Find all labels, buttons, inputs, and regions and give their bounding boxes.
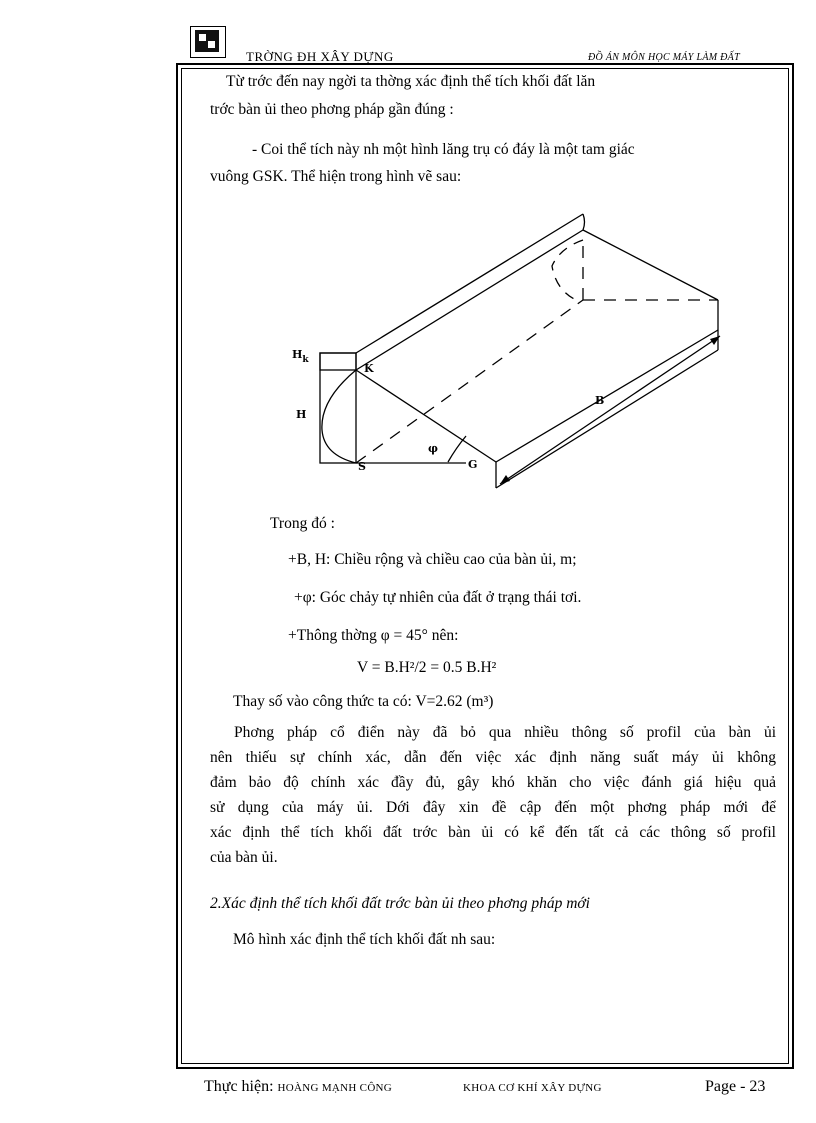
label-phi: φ: [428, 442, 438, 455]
footer-author-prefix: Thực hiện:: [204, 1078, 278, 1095]
label-s: S: [358, 460, 366, 473]
paragraph-1-line-1: Từ trớc đến nay ngời ta thờng xác định thể tích khối đất lăn: [226, 73, 596, 90]
bottom-right-edge: [496, 330, 718, 462]
footer-author-name: HOÀNG MẠNH CÔNG: [277, 1082, 393, 1094]
blade-soil-prism-diagram: [280, 200, 740, 500]
label-k: K: [364, 362, 374, 375]
item-3-rest: = 45° nên:: [389, 627, 459, 644]
angle-arc-phi: [448, 436, 466, 462]
label-b: B: [595, 394, 605, 407]
paragraph-3-line-6: của bàn ủi.: [210, 849, 278, 866]
paragraph-3-line-4: sử dụng của máy ủi. Dới đây xin đề cập đến một phơng pháp mới để: [210, 799, 776, 816]
blade-top-rect: [320, 353, 356, 370]
item-1: +B, H: Chiều rộng và chiều cao của bàn ủi, m;: [288, 551, 577, 568]
top-edge: [356, 214, 583, 353]
substitution-result: Thay số vào công thức ta có: V=2.62 (m³): [233, 693, 494, 710]
bottom-front-edge: [496, 350, 718, 488]
back-top-edge: [583, 230, 718, 300]
paragraph-3-line-3: đảm bảo độ chính xác đầy đủ, gây khó khăn cho việc đánh giá hiệu quả: [210, 774, 776, 791]
paragraph-3: [210, 720, 776, 870]
dimension-b-line: [500, 336, 720, 484]
item-2: +φ: Góc chảy tự nhiên của đất ở trạng thái tơi.: [294, 589, 582, 606]
formula-volume: V = B.H²/2 = 0.5 B.H²: [357, 659, 497, 676]
top-corner: [583, 214, 585, 230]
label-h: H: [296, 408, 307, 421]
item-3-phi: φ: [380, 627, 390, 644]
header-course: ĐỒ ÁN MÔN HỌC MÁY LÀM ĐẤT: [588, 52, 740, 63]
label-hk-sub: k: [302, 355, 309, 365]
hidden-back-curve: [552, 240, 583, 300]
paragraph-2-line-2: vuông GSK. Thể hiện trong hình vẽ sau:: [210, 168, 462, 185]
hidden-diagonal: [356, 300, 583, 463]
top-edge-lower: [356, 230, 583, 370]
label-hk: H: [292, 348, 303, 361]
item-3-prefix: +Thông thờng: [288, 627, 381, 644]
footer-faculty: [463, 1078, 602, 1096]
university-logo: [190, 26, 226, 58]
paragraph-3-line-2: nên thiếu sự chính xác, dẫn đến việc xác định năng suất máy ủi không: [210, 749, 776, 766]
footer-faculty-text: KHOA CƠ KHÍ XÂY DỰNG: [463, 1082, 602, 1094]
item-3: [288, 622, 458, 650]
label-g: G: [468, 458, 478, 471]
blade-curve: [322, 370, 356, 463]
footer-author: [204, 1078, 392, 1096]
svg-text:Hk: [292, 348, 309, 365]
paragraph-1-line-2: trớc bàn ủi theo phơng pháp gần đúng :: [210, 101, 454, 118]
header-university: TRỜNG ĐH XÂY DỰNG: [246, 49, 394, 64]
section-title: 2.Xác định thể tích khối đất trớc bàn ủi theo phơng pháp mới: [210, 895, 590, 912]
paragraph-2-line-1: - Coi thể tích này nh một hình lăng trụ có đáy là một tam giác: [252, 141, 635, 158]
paragraph-3-line-5: xác định thể tích khối đất trớc bàn ủi có kể đến tất cả các thông số profil: [210, 824, 776, 841]
paragraph-1: [210, 68, 776, 96]
trong-do: Trong đó :: [270, 515, 335, 532]
page-number: Page - 23: [705, 1078, 766, 1095]
paragraph-3-line-1: Phơng pháp cổ điển này đã bỏ qua nhiều thông số profil của bàn ủi: [234, 724, 776, 741]
model-intro: Mô hình xác định thể tích khối đất nh sau:: [233, 931, 496, 948]
